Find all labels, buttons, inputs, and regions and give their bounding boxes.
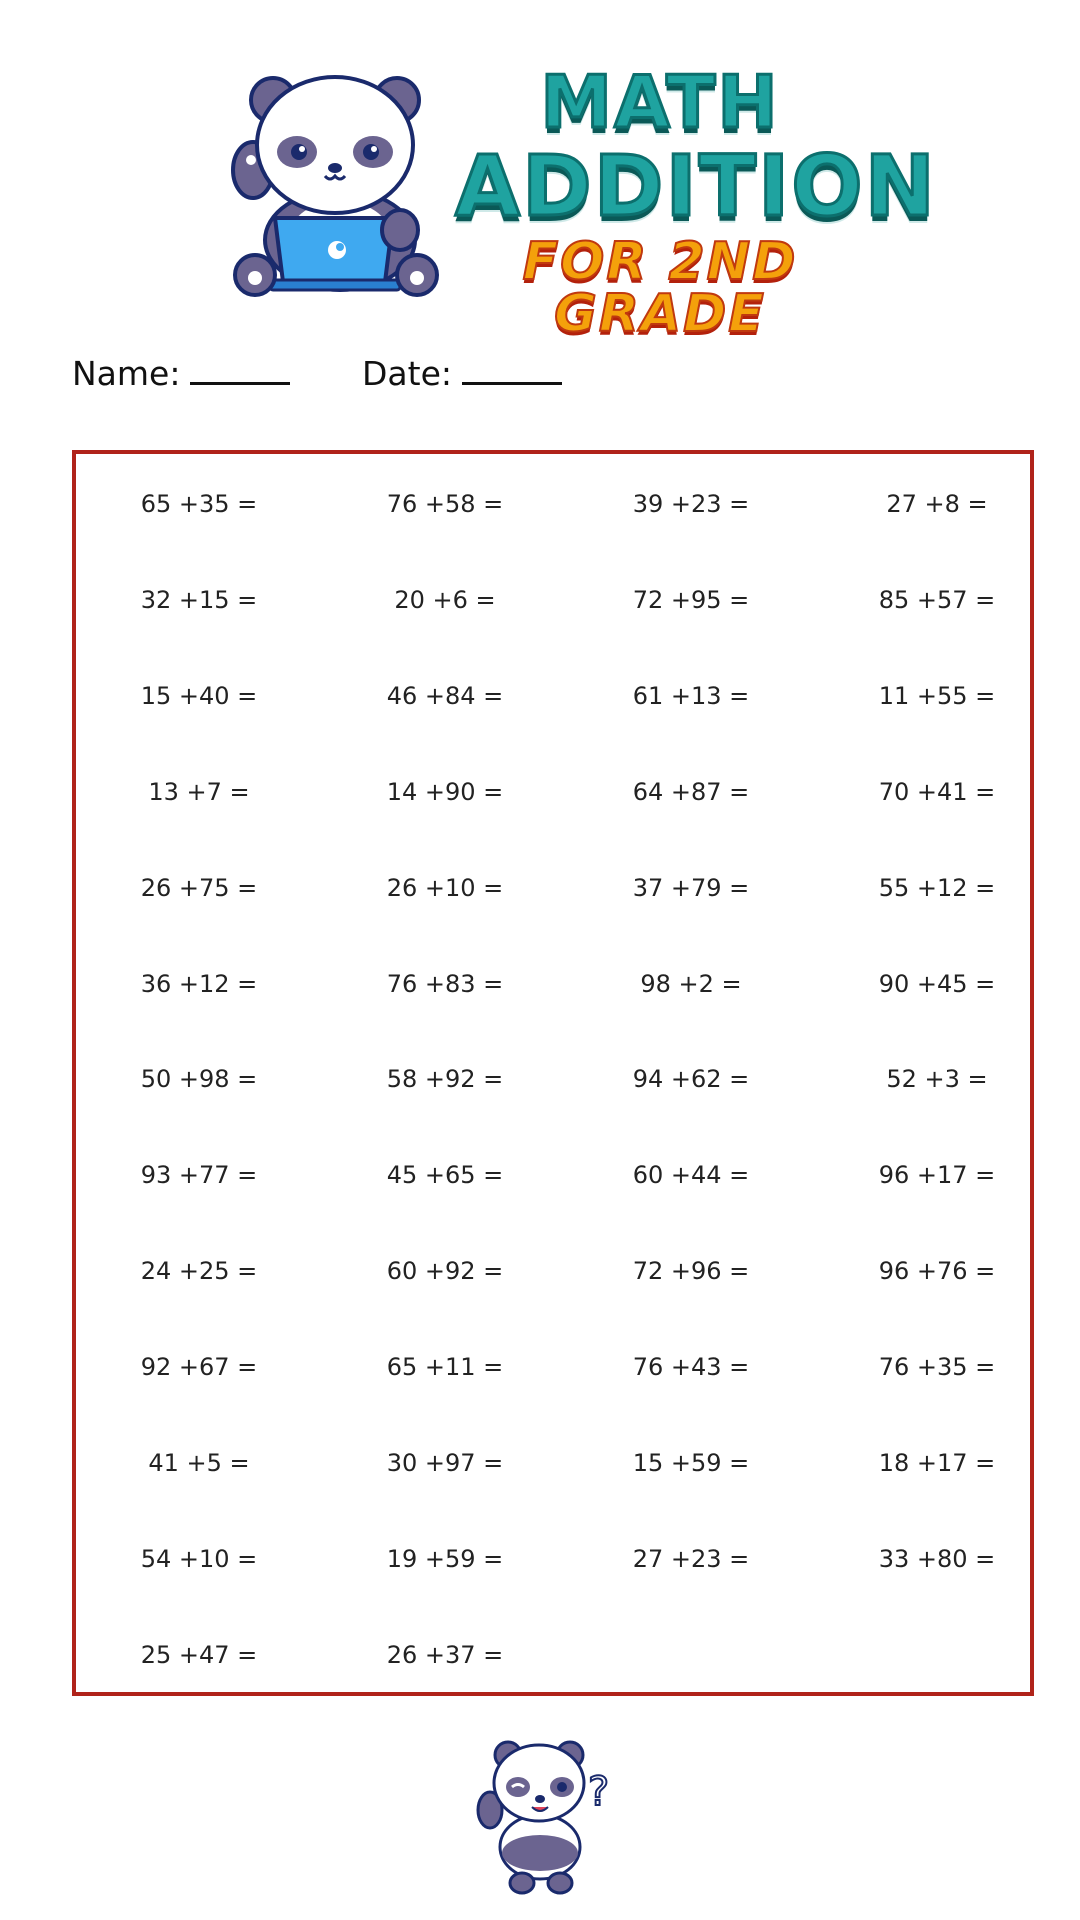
date-blank-line: [462, 352, 562, 385]
problem-r2-c1: 32 +15 =: [140, 585, 258, 614]
student-info-row: [72, 352, 1032, 402]
problem-r5-c3: 37 +79 =: [632, 873, 750, 902]
title-line-grade: FOR 2ND GRADE: [522, 232, 798, 344]
problem-r11-c3: 15 +59 =: [632, 1449, 750, 1477]
name-blank-line: [190, 352, 290, 385]
problem-r6-c1: 36 +12 =: [140, 969, 258, 998]
problem-r1-c2: 76 +58 =: [386, 490, 504, 518]
problem-r1-c4: 27 +8 =: [886, 490, 988, 518]
problem-r8-c1: 93 +77 =: [140, 1161, 258, 1190]
problem-r5-c1: 26 +75 =: [140, 873, 258, 902]
problem-r2-c2: 20 +6 =: [394, 585, 496, 614]
problem-r3-c4: 11 +55 =: [878, 681, 996, 710]
problem-r2-c4: 85 +57 =: [878, 585, 996, 614]
name-field: [72, 352, 290, 393]
problem-r3-c2: 46 +84 =: [386, 681, 504, 710]
panda-laptop-icon: [225, 60, 445, 300]
problem-r9-c4: 96 +76 =: [878, 1257, 996, 1286]
name-label: Name:: [72, 354, 181, 393]
panda-question-icon: [470, 1735, 630, 1895]
problem-r4-c3: 64 +87 =: [632, 777, 750, 806]
problem-r13-c2: 26 +37 =: [386, 1640, 504, 1669]
problem-r13-c1: 25 +47 =: [140, 1640, 258, 1669]
problem-r8-c3: 60 +44 =: [632, 1161, 750, 1190]
problem-r12-c2: 19 +59 =: [386, 1544, 504, 1573]
problem-r4-c4: 70 +41 =: [878, 777, 996, 806]
svg-text:?: ?: [588, 1769, 610, 1815]
problem-r7-c3: 94 +62 =: [632, 1065, 750, 1094]
problem-r6-c3: 98 +2 =: [640, 969, 742, 998]
problem-r8-c2: 45 +65 =: [386, 1161, 504, 1190]
worksheet-header: [0, 40, 1080, 344]
problem-r4-c1: 13 +7 =: [148, 777, 250, 806]
problem-r5-c2: 26 +10 =: [386, 873, 504, 902]
problem-r9-c1: 24 +25 =: [140, 1257, 258, 1286]
problems-grid: [76, 454, 1030, 1692]
problem-r3-c1: 15 +40 =: [140, 681, 258, 710]
problem-r12-c3: 27 +23 =: [632, 1544, 750, 1573]
problem-r12-c1: 54 +10 =: [140, 1544, 258, 1573]
problem-r12-c4: 33 +80 =: [878, 1544, 996, 1573]
title-line-math: MATH: [540, 60, 780, 144]
problem-r3-c3: 61 +13 =: [632, 681, 750, 710]
problem-r2-c3: 72 +95 =: [632, 585, 750, 614]
problem-r10-c4: 76 +35 =: [878, 1353, 996, 1382]
problem-r11-c1: 41 +5 =: [148, 1449, 250, 1477]
problem-r1-c3: 39 +23 =: [632, 490, 750, 518]
problem-r10-c2: 65 +11 =: [386, 1353, 504, 1382]
date-field: [362, 352, 562, 393]
problem-r8-c4: 96 +17 =: [878, 1161, 996, 1190]
problem-r10-c3: 76 +43 =: [632, 1353, 750, 1382]
problem-r5-c4: 55 +12 =: [878, 873, 996, 902]
problem-r6-c2: 76 +83 =: [386, 969, 504, 998]
problem-r10-c1: 92 +67 =: [140, 1353, 258, 1382]
title-line-addition: ADDITION: [455, 137, 937, 235]
problem-r9-c2: 60 +92 =: [386, 1257, 504, 1286]
problem-r6-c4: 90 +45 =: [878, 969, 996, 998]
problem-r7-c1: 50 +98 =: [140, 1065, 258, 1094]
problems-sheet: [72, 450, 1034, 1696]
problem-r7-c4: 52 +3 =: [886, 1065, 988, 1094]
problem-r4-c2: 14 +90 =: [386, 777, 504, 806]
problem-r11-c4: 18 +17 =: [878, 1449, 996, 1477]
worksheet-title: [455, 58, 937, 344]
problem-r11-c2: 30 +97 =: [386, 1449, 504, 1477]
date-label: Date:: [362, 354, 452, 393]
problem-r1-c1: 65 +35 =: [140, 490, 258, 518]
problem-r9-c3: 72 +96 =: [632, 1257, 750, 1286]
problem-r7-c2: 58 +92 =: [386, 1065, 504, 1094]
